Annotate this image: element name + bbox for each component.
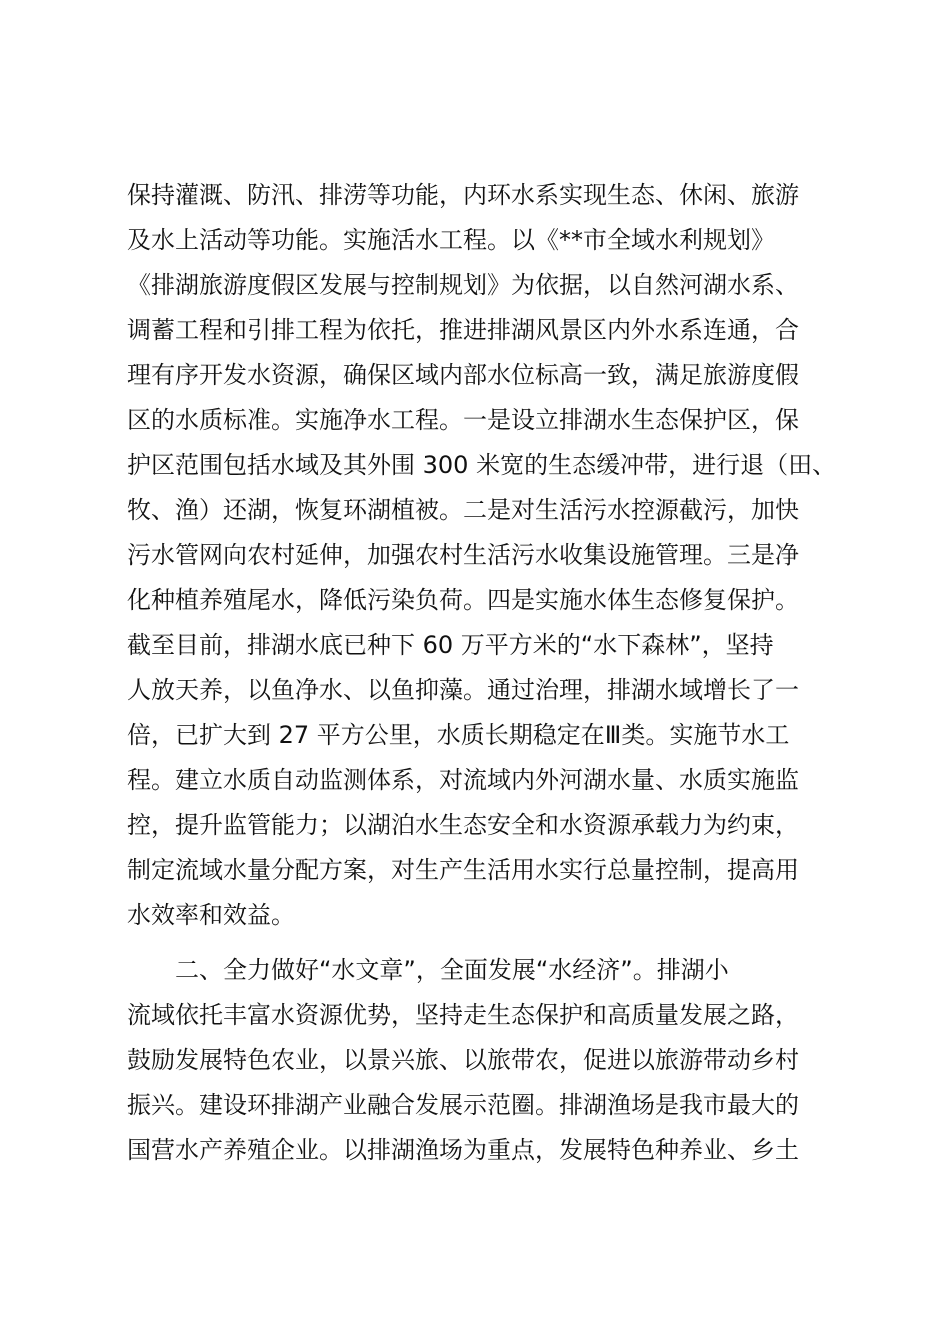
text-line: 护区范围包括水域及其外围 300 米宽的生态缓冲带，进行退（田、: [127, 451, 837, 479]
text-line: 理有序开发水资源，确保区域内部水位标高一致，满足旅游度假: [127, 361, 799, 389]
body-paragraph-1: [127, 173, 837, 938]
text-line: 人放天养，以鱼净水、以鱼抑藻。通过治理，排湖水域增长了一: [127, 676, 799, 704]
text-line: 化种植养殖尾水，降低污染负荷。四是实施水体生态修复保护。: [127, 586, 799, 614]
body-paragraph-2: [127, 948, 837, 1173]
text-line: 及水上活动等功能。实施活水工程。以《**市全域水利规划》: [127, 226, 775, 254]
text-line: 国营水产养殖企业。以排湖渔场为重点，发展特色种养业、乡土: [127, 1136, 799, 1164]
text-line: 程。建立水质自动监测体系，对流域内外河湖水量、水质实施监: [127, 766, 799, 794]
text-line: 牧、渔）还湖，恢复环湖植被。二是对生活污水控源截污，加快: [127, 496, 799, 524]
text-line: 截至目前，排湖水底已种下 60 万平方米的“水下森林”，坚持: [127, 631, 774, 659]
section-heading-line: 二、全力做好“水文章”，全面发展“水经济”。排湖小: [175, 956, 729, 984]
text-line: 污水管网向农村延伸，加强农村生活污水收集设施管理。三是净: [127, 541, 799, 569]
text-line: 鼓励发展特色农业，以景兴旅、以旅带农，促进以旅游带动乡村: [127, 1046, 799, 1074]
text-line: 水效率和效益。: [127, 901, 295, 929]
text-line: 保持灌溉、防汛、排涝等功能，内环水系实现生态、休闲、旅游: [127, 181, 799, 209]
text-line: 调蓄工程和引排工程为依托，推进排湖风景区内外水系连通，合: [127, 316, 799, 344]
text-line: 流域依托丰富水资源优势，坚持走生态保护和高质量发展之路，: [127, 1001, 799, 1029]
text-line: 制定流域水量分配方案，对生产生活用水实行总量控制，提高用: [127, 856, 799, 884]
text-line: 《排湖旅游度假区发展与控制规划》为依据，以自然河湖水系、: [127, 271, 799, 299]
text-line: 控，提升监管能力；以湖泊水生态安全和水资源承载力为约束，: [127, 811, 799, 839]
text-line: 区的水质标准。实施净水工程。一是设立排湖水生态保护区，保: [127, 406, 799, 434]
text-line: 倍，已扩大到 27 平方公里，水质长期稳定在Ⅲ类。实施节水工: [127, 721, 790, 749]
text-line: 振兴。建设环排湖产业融合发展示范圈。排湖渔场是我市最大的: [127, 1091, 799, 1119]
